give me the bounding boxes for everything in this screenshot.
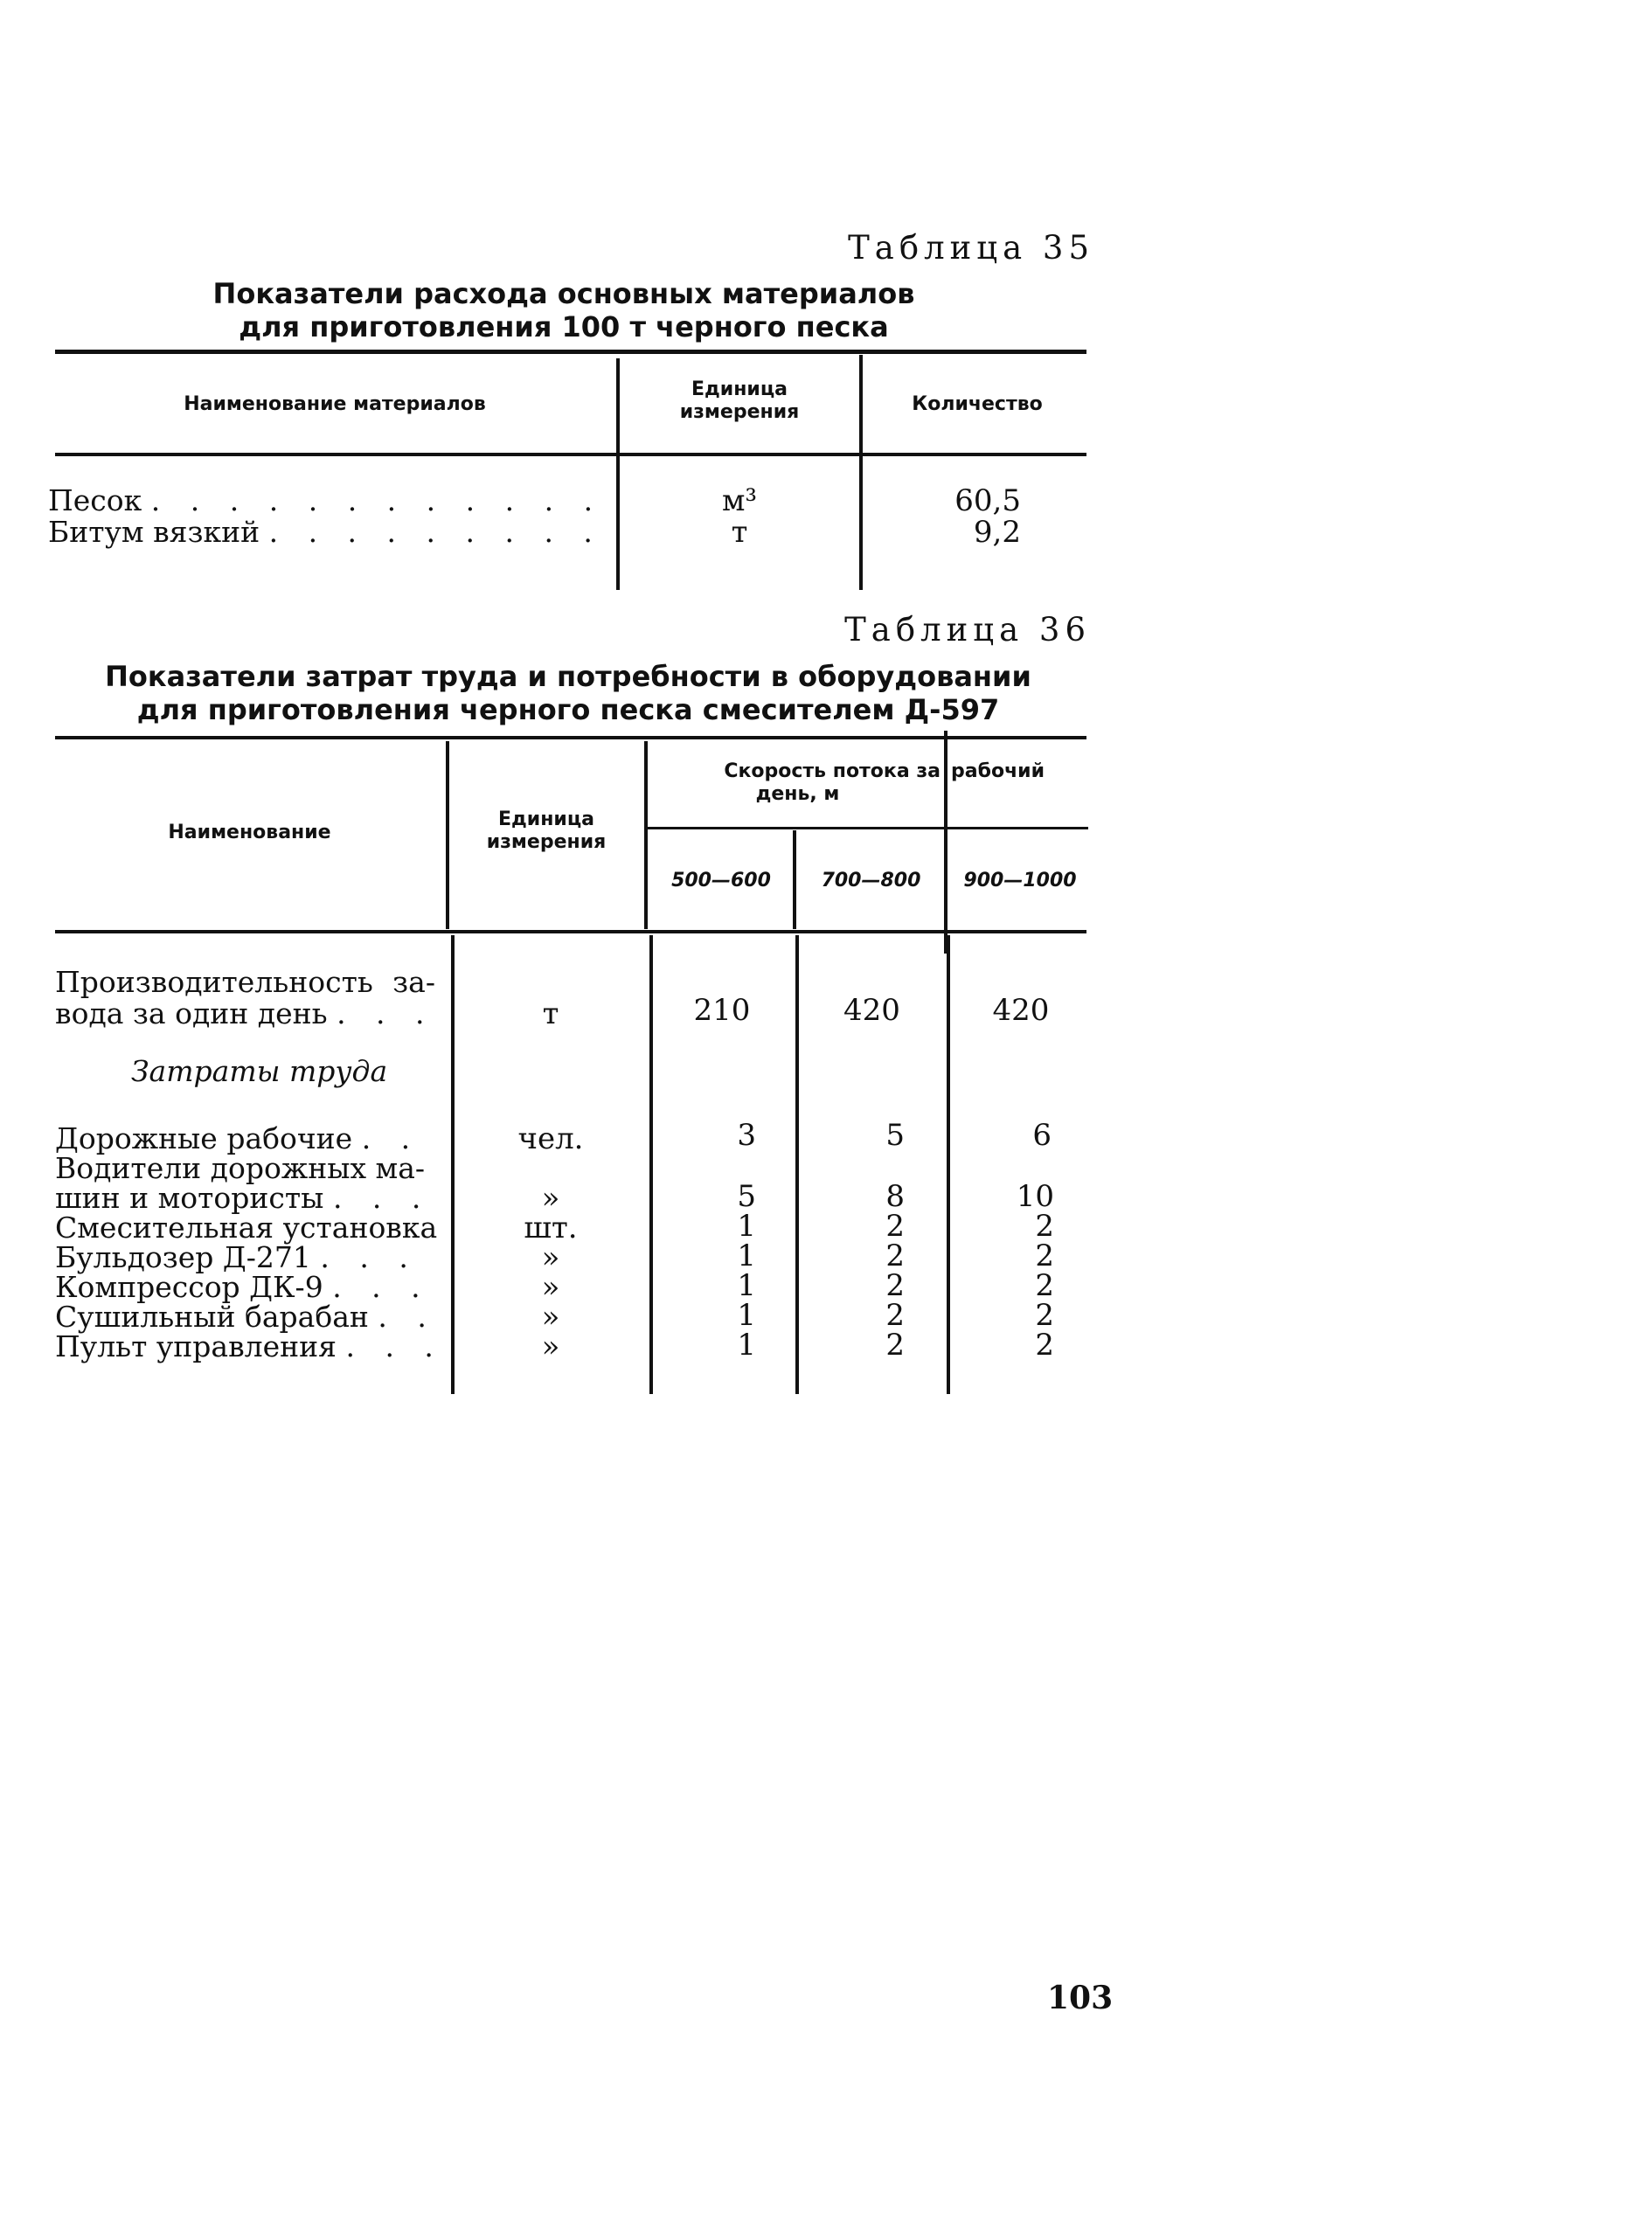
table36-row3-dots: . . .: [332, 1181, 432, 1215]
table35-label: Таблица 35: [848, 229, 1094, 267]
table36-divider-unit-head: [644, 741, 648, 929]
table36-row8-v1: 1: [737, 1328, 756, 1363]
table35-divider-1: [616, 358, 620, 590]
table36-header-col2: 700—800: [821, 870, 921, 891]
table36-header-speed-part1: Скорость потока за: [724, 760, 941, 782]
table36-row6-name-cell: [55, 1272, 440, 1303]
table36-row8-unit: »: [541, 1329, 560, 1364]
table36-row2-name: Водители дорожных ма-: [55, 1151, 426, 1185]
table36-row8-v2: 2: [885, 1328, 905, 1363]
table36-row7-dots: . .: [378, 1300, 437, 1334]
table36-row7-name: Сушильный барабан: [55, 1300, 369, 1334]
table36-row3-v3: 10: [1016, 1179, 1054, 1214]
table36-row7-v2: 2: [885, 1298, 905, 1333]
table35-row2-unit: т: [731, 515, 748, 550]
table36-productivity-unit: т: [542, 996, 559, 1031]
table36-row8-name: Пульт управления: [55, 1329, 337, 1363]
table36-speed-rule: [647, 827, 1088, 829]
table36-row5-v1: 1: [737, 1238, 756, 1273]
table35-header-qty: Количество: [912, 393, 1043, 415]
table36-section-label: Затраты труда: [131, 1054, 388, 1088]
table36-row8-name-cell: [55, 1329, 444, 1363]
table36-row1-name-cell: [55, 1123, 440, 1155]
table36-row3-name-cell: [55, 1183, 440, 1214]
table36-row7-unit: »: [541, 1300, 560, 1335]
table36-row1-v1: 3: [737, 1118, 756, 1153]
table35-top-rule: [55, 350, 1086, 354]
table36-row3-unit: »: [541, 1181, 560, 1216]
table35-row2-qty: 9,2: [973, 515, 1021, 550]
table36-divider-c1: [795, 935, 799, 1394]
table35-caption-line1: Показатели расхода основных материалов: [212, 277, 915, 310]
table36-row4-name: Смесительная установка: [55, 1211, 438, 1245]
table35-row1-qty: 60,5: [954, 483, 1021, 518]
table36-productivity-dots: . . .: [337, 996, 435, 1030]
table35-row-name: [48, 517, 612, 548]
table36-header-unit-line2: измерения: [486, 831, 607, 853]
table36-row4-v2: 2: [885, 1209, 905, 1244]
table35-row1-unit: м³: [721, 483, 758, 518]
table36-row5-unit: »: [541, 1240, 560, 1275]
table36-divider-c2: [947, 935, 950, 1394]
table36-row1-v2: 5: [885, 1118, 905, 1153]
table36-caption: [0, 660, 1136, 726]
table36-row5-dots: . . .: [320, 1240, 419, 1274]
table36-productivity-line2-text: вода за один день: [55, 996, 328, 1030]
table36-divider-c1-head: [793, 830, 796, 929]
table36-row2-name-cell: [55, 1153, 440, 1184]
table36-label: Таблица 36: [844, 611, 1091, 649]
table36-caption-line1: Показатели затрат труда и потребности в оборудовании: [105, 660, 1031, 693]
table36-productivity-line1-a: Производительность: [55, 965, 373, 999]
table36-row6-unit: »: [541, 1270, 560, 1305]
table36-top-rule: [55, 736, 1086, 739]
table36-header-unit-line1: Единица: [498, 808, 594, 830]
table35-row1-name: Песок: [48, 483, 142, 517]
table35-caption: [0, 277, 1128, 343]
table36-row5-v3: 2: [1035, 1238, 1054, 1273]
table36-row8-v3: 2: [1035, 1328, 1054, 1363]
table36-productivity-line1-b: за-: [392, 965, 435, 999]
table36-header-speed: [651, 760, 944, 806]
table36-row7-v3: 2: [1035, 1298, 1054, 1333]
table36-header-rule: [55, 930, 1086, 933]
table36-row7-v1: 1: [737, 1298, 756, 1333]
table36-row4-v1: 1: [737, 1209, 756, 1244]
table36-row1-v3: 6: [1032, 1118, 1052, 1153]
table36-row6-v3: 2: [1035, 1268, 1054, 1303]
table36-productivity-v1: 210: [693, 993, 751, 1028]
table35-caption-line2: для приготовления 100 т черного песка: [239, 310, 889, 343]
table35-header-unit-line1: Единица: [691, 378, 788, 400]
table36-row6-v1: 1: [737, 1268, 756, 1303]
table36-header-col1: 500—600: [671, 870, 771, 891]
table36-row1-name: Дорожные рабочие: [55, 1121, 353, 1155]
table36-header-name: Наименование: [168, 822, 331, 843]
table36-productivity-line1: [55, 967, 435, 998]
table36-row5-v2: 2: [885, 1238, 905, 1273]
table35-header-rule: [55, 453, 1086, 456]
table35-header-unit: [621, 378, 858, 424]
table35-row2-dots: . . . . . . . . .: [268, 515, 603, 549]
page-number: 103: [1047, 1980, 1114, 2016]
table36-row4-name-cell: [55, 1212, 440, 1244]
table35-header-unit-line2: измерения: [679, 401, 800, 423]
table36-productivity-v3: 420: [992, 993, 1050, 1028]
table35-row2-name: Битум вязкий: [48, 515, 260, 549]
table36-row4-v3: 2: [1035, 1209, 1054, 1244]
table36-row6-dots: . . .: [332, 1270, 431, 1304]
table36-row6-name: Компрессор ДК-9: [55, 1270, 323, 1304]
table36-divider-name-head: [446, 741, 449, 929]
table36-row1-unit: чел.: [517, 1121, 584, 1156]
table36-row4-unit: шт.: [524, 1211, 578, 1245]
table36-header-col3: 900—1000: [963, 870, 1077, 891]
table36-row1-dots: . .: [361, 1121, 421, 1155]
table36-productivity-line2: [55, 998, 440, 1030]
table36-productivity-v2: 420: [843, 993, 900, 1028]
table36-header-speed-part3: рабочий: [951, 760, 1045, 782]
table36-header-speed-part2: день, м: [755, 783, 840, 805]
table36-row8-dots: . . .: [345, 1329, 444, 1363]
table36-row5-name: Бульдозер Д-271: [55, 1240, 311, 1274]
table36-row3-name: шин и мотористы: [55, 1181, 324, 1215]
table36-row7-name-cell: [55, 1301, 440, 1333]
table35-row1-dots: . . . . . . . . . . . .: [150, 483, 604, 517]
table36-row6-v2: 2: [885, 1268, 905, 1303]
table35-header-name: Наименование материалов: [184, 393, 486, 415]
table35-divider-2: [859, 355, 863, 590]
table36-row3-v2: 8: [885, 1179, 905, 1214]
table36-row5-name-cell: [55, 1242, 440, 1273]
table35-row-name: [48, 485, 612, 517]
table36-row3-v1: 5: [737, 1179, 756, 1214]
table36-divider-c2-head: [944, 731, 947, 954]
table36-header-unit: [450, 808, 642, 854]
table36-caption-line2: для приготовления черного песка смесителем Д-597: [136, 693, 1000, 726]
